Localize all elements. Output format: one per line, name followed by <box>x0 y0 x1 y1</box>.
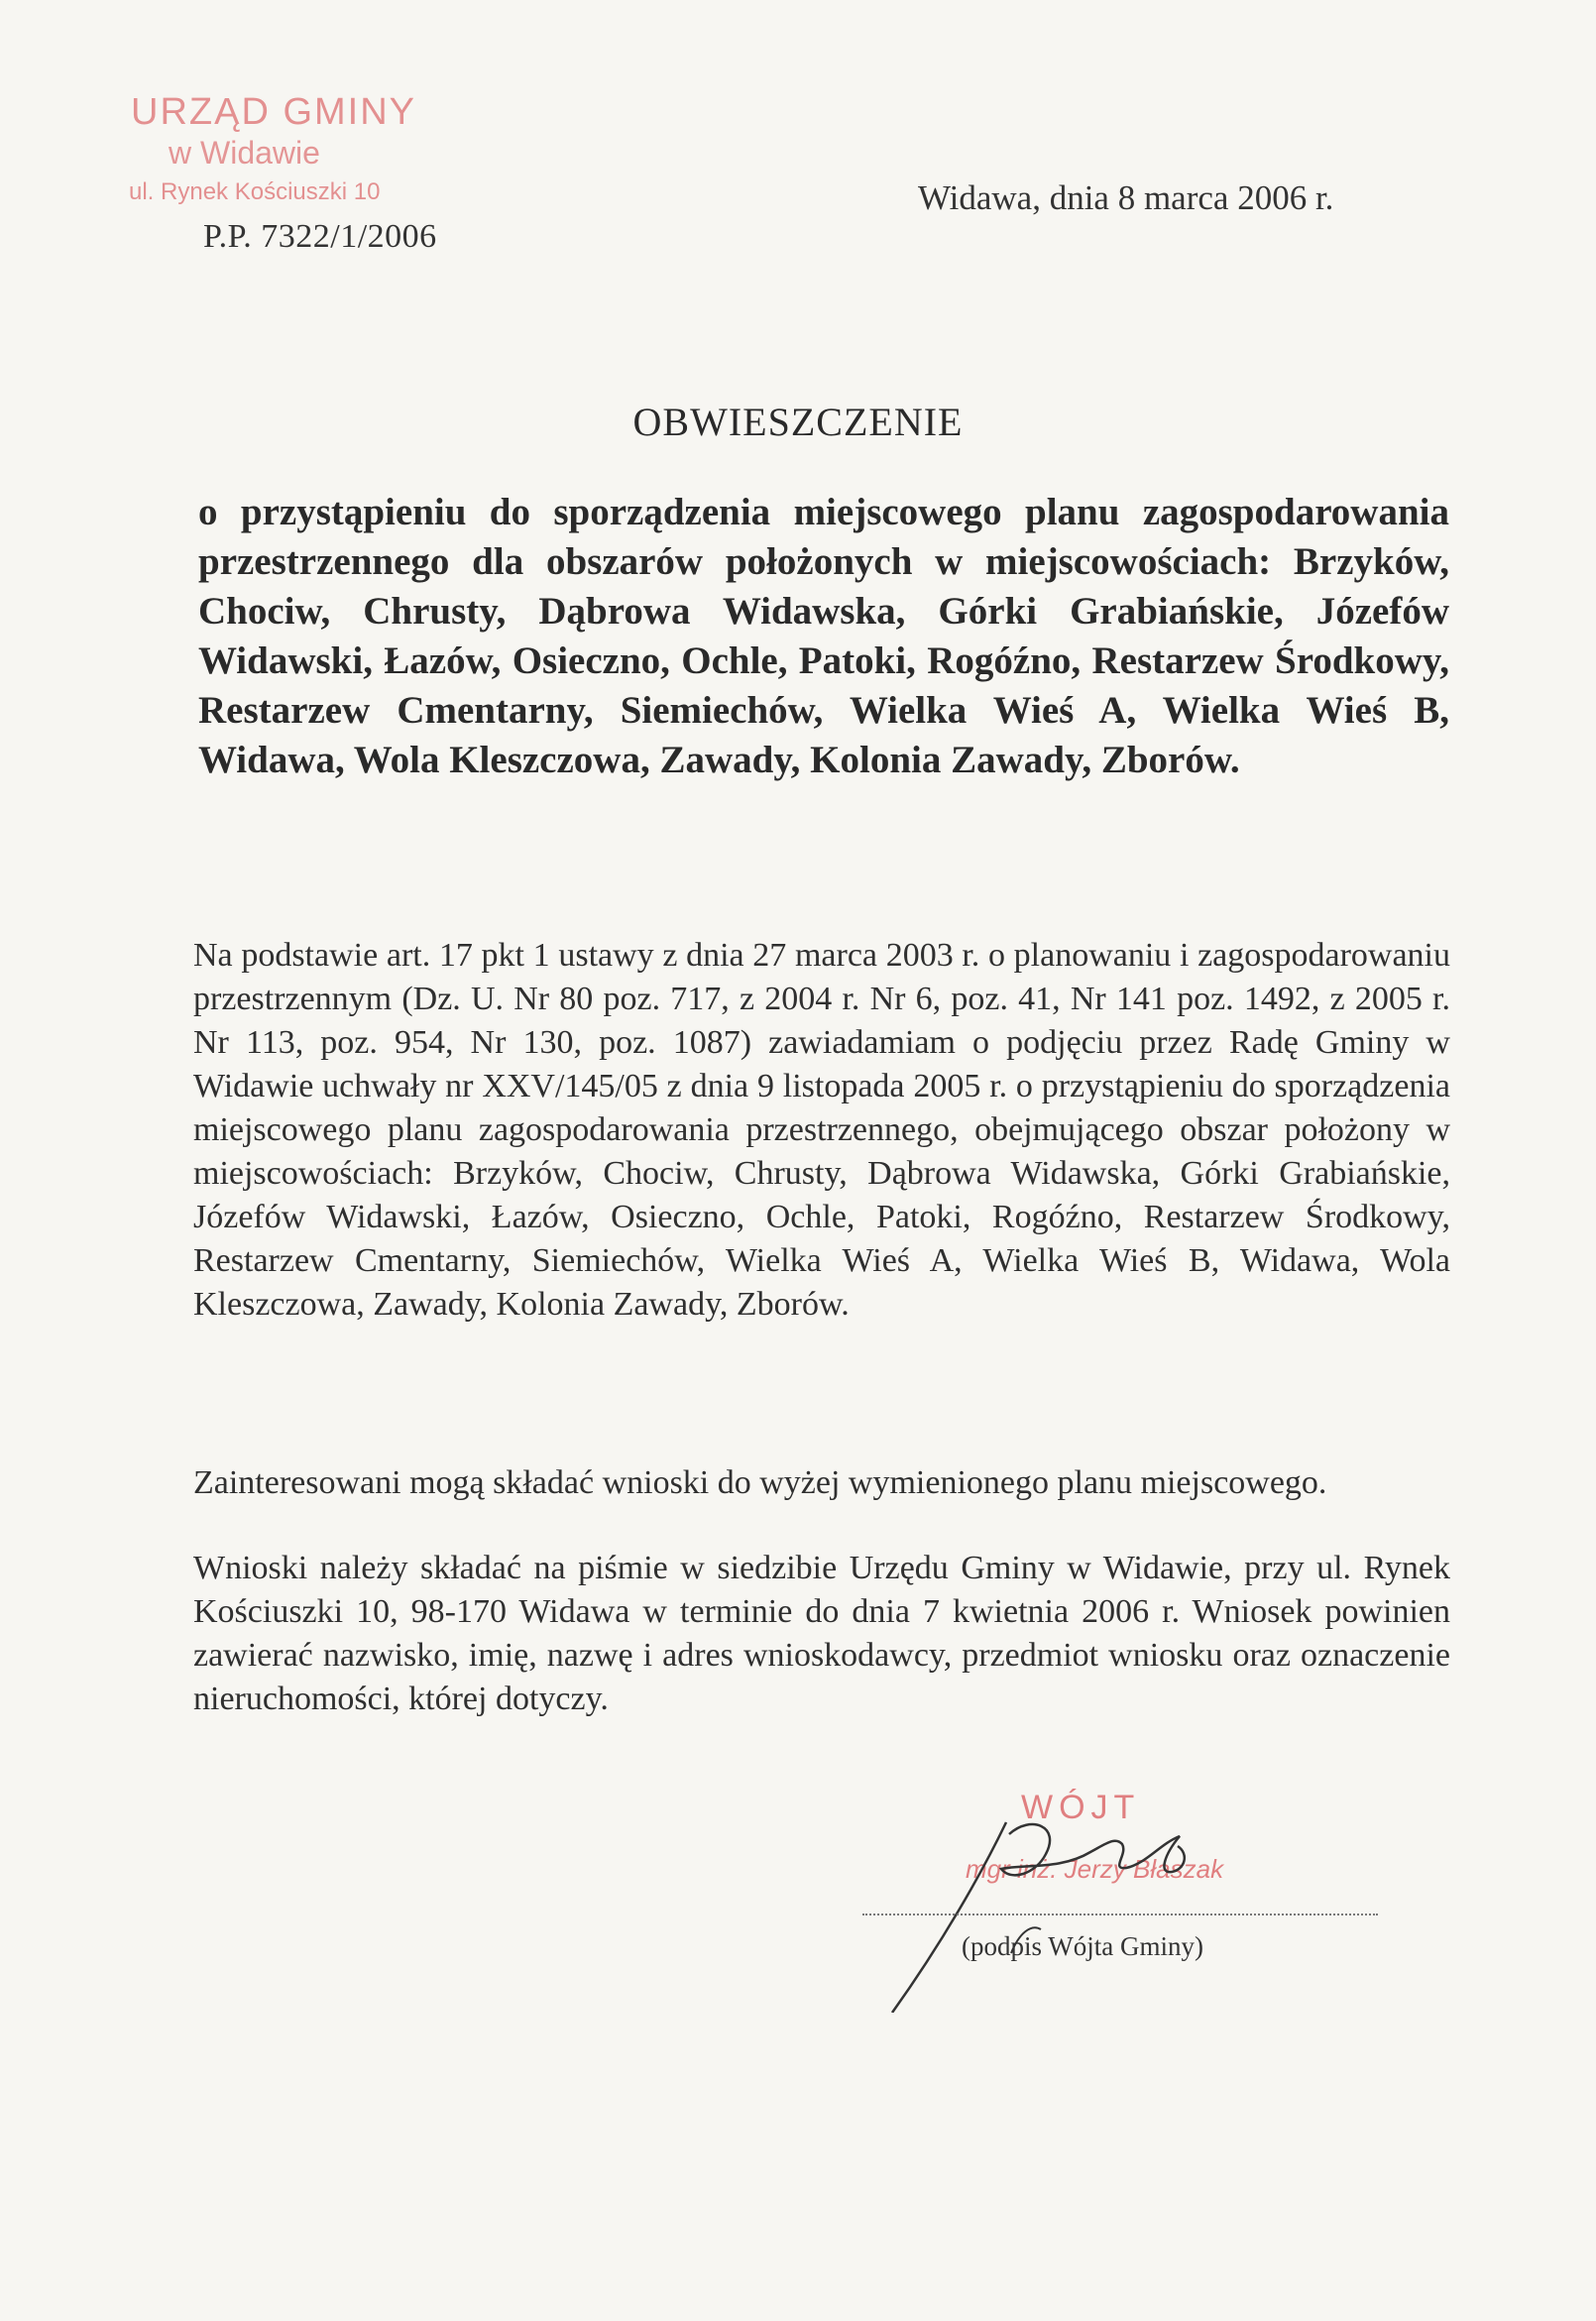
signature-block <box>862 1775 1378 2013</box>
paragraph-invitation: Zainteresowani mogą składać wnioski do wyżej wymienionego planu miejscowego. <box>193 1464 1327 1501</box>
wojt-title-stamp: WÓJT <box>1021 1789 1141 1826</box>
paragraph-legal-basis: Na podstawie art. 17 pkt 1 ustawy z dnia 27 marca 2003 r. o planowaniu i zagospodarowaniu przestrzennym (Dz. U. Nr 80 poz. 717, z 2004 r. Nr 6, poz. 41, Nr 141 poz. 1492, z 2005 r. Nr 113, poz. 954, Nr 130, poz. 1087) zawiadamiam o podjęciu przez Radę Gminy w Widawie uchwały nr XXV/145/05 z dnia 9 listopada 2005 r. o przystąpieniu do sporządzenia miejscowego planu zagospodarowania przestrzennego, obejmującego obszar położony w miejscowościach: Brzyków, Chociw, Chrusty, Dąbrowa Widawska, Górki Grabiańskie, Józefów Widawski, Łazów, Osieczno, Ochle, Patoki, Rogóźno, Restarzew Środkowy, Restarzew Cmentarny, Siemiechów, Wielka Wieś A, Wielka Wieś B, Widawa, Wola Kleszczowa, Zawady, Kolonia Zawady, Zborów. <box>193 937 1450 1323</box>
signature-caption: (podpis Wójta Gminy) <box>962 1931 1203 1961</box>
stamp-line-office: URZĄD GMINY <box>131 91 416 133</box>
paragraph-submission-info: Wnioski należy składać na piśmie w siedzibie Urzędu Gminy w Widawie, przy ul. Rynek Kościuszki 10, 98-170 Widawa w terminie do dnia 7 kwietnia 2006 r. Wniosek powinien zawierać nazwisko, imię, nazwę i adres wnioskodawcy, przedmiot wniosku oraz oznaczenie nieruchomości, której dotyczy. <box>193 1550 1450 1717</box>
reference-number: P.P. 7322/1/2006 <box>203 218 437 255</box>
document-title: OBWIESZCZENIE <box>632 400 964 444</box>
stamp-line-town: w Widawie <box>169 135 320 171</box>
wojt-name-stamp: mgr inż. Jerzy Błaszak <box>966 1854 1224 1884</box>
document-subject: o przystąpieniu do sporządzenia miejscowego planu zagospodarowania przestrzennego dla obszarów położonych w miejscowościach: Brzyków, Chociw, Chrusty, Dąbrowa Widawska, Górki Grabiańskie, Józefów Widawski, Łazów, Osieczno, Ochle, Patoki, Rogóźno, Restarzew Środkowy, Restarzew Cmentarny, Siemiechów, Wielka Wieś A, Wielka Wieś B, Widawa, Wola Kleszczowa, Zawady, Kolonia Zawady, Zborów. <box>198 491 1449 781</box>
handwritten-signature <box>862 1775 1378 2013</box>
signature-line <box>862 1914 1378 1915</box>
place-and-date: Widawa, dnia 8 marca 2006 r. <box>918 178 1334 217</box>
stamp-line-address: ul. Rynek Kościuszki 10 <box>129 178 381 205</box>
